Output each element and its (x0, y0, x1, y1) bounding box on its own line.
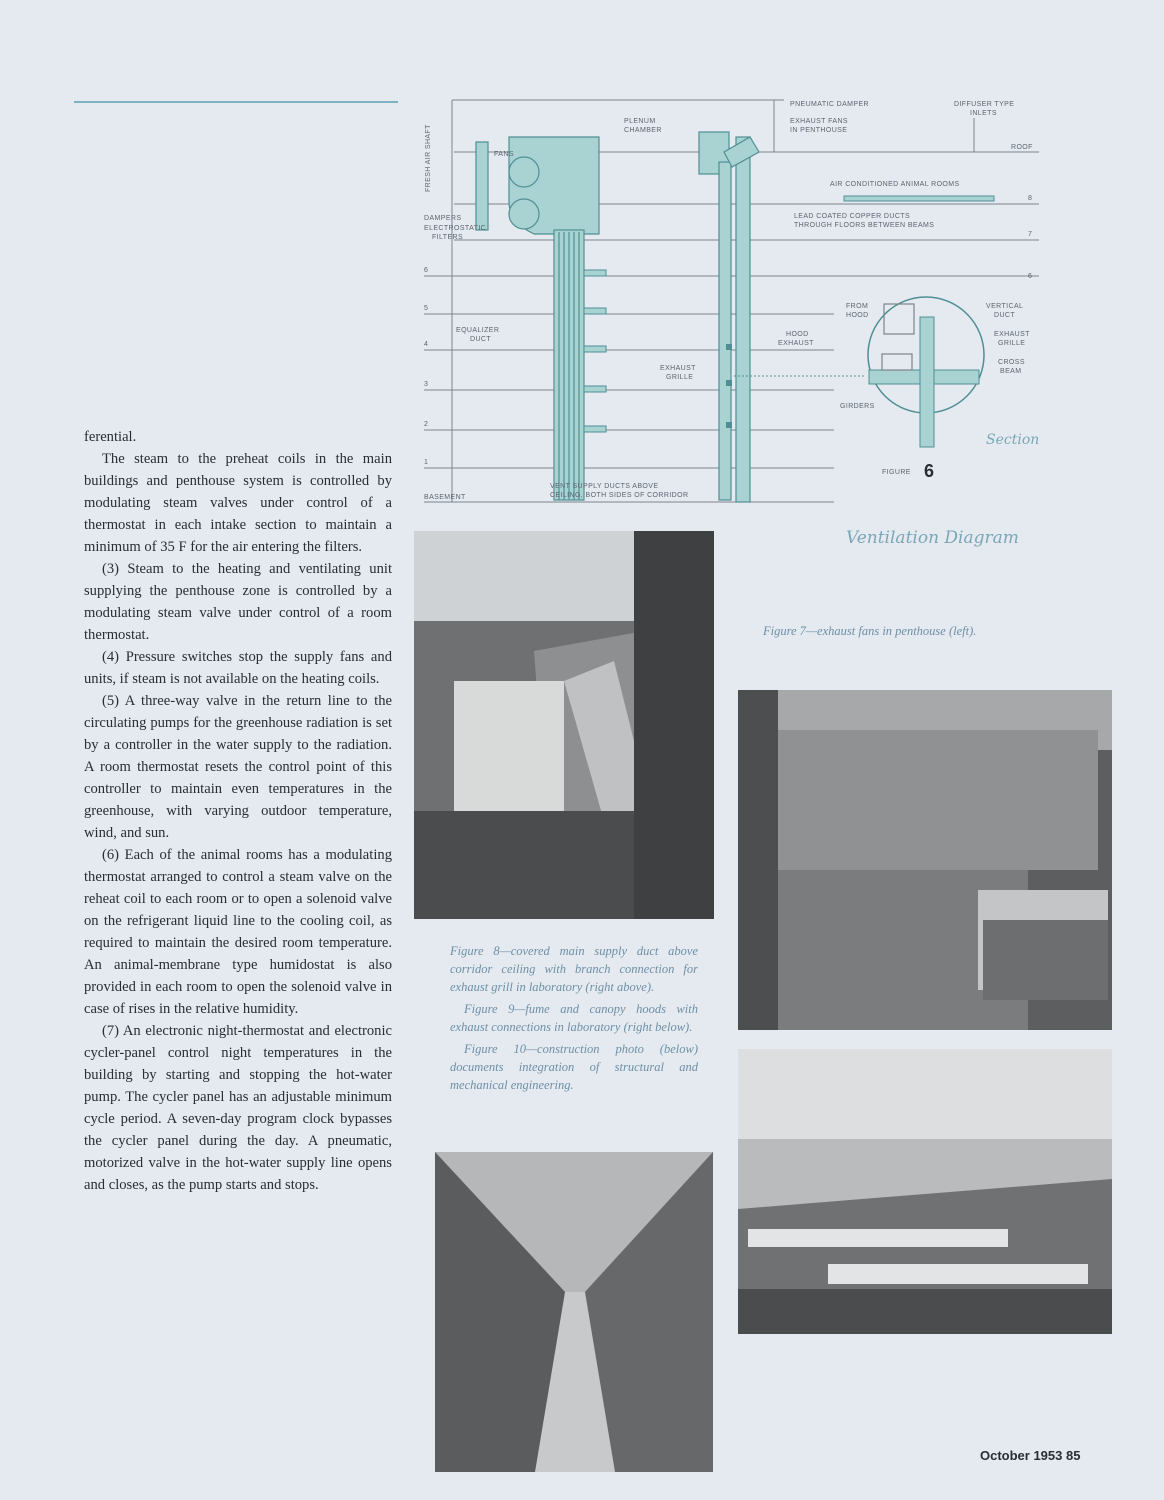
label-cross-beam-1: CROSS (998, 359, 1025, 366)
supply-fan-unit (476, 137, 599, 500)
floor-number: 6 (1028, 273, 1033, 280)
label-vertical-duct-1: VERTICAL (986, 303, 1024, 310)
label-chamber: CHAMBER (624, 127, 662, 134)
label-pneumatic-damper: PNEUMATIC DAMPER (790, 101, 869, 108)
exhaust-risers (699, 132, 759, 502)
diagram-title: Ventilation Diagram (846, 528, 1019, 548)
paragraph: (5) A three-way valve in the return line to the circulating pumps for the greenhouse radiation is set by a controller in the water supply to the radiation. A room thermostat resets the control point of this controller to maintain even temperatures in the greenhouse, with varying outdoor temperature, wind, and sun. (84, 693, 392, 841)
label-through-floors: THROUGH FLOORS BETWEEN BEAMS (794, 222, 935, 229)
label-exhaust-grille-1: EXHAUST (660, 365, 696, 372)
label-from-hood-2: HOOD (846, 312, 869, 319)
label-exhaust-grille-3: EXHAUST (994, 331, 1030, 338)
label-vent-supply-2: CEILING, BOTH SIDES OF CORRIDOR (550, 492, 689, 499)
floor-number: 7 (1028, 231, 1033, 238)
paragraph: (3) Steam to the heating and ventilating unit supplying the penthouse zone is controlled by a modulating steam valve under control of a room thermostat. (84, 561, 392, 643)
label-equalizer: EQUALIZER (456, 327, 500, 334)
floor-number: 6 (424, 267, 429, 274)
photo-laboratory (738, 1049, 1112, 1334)
label-vertical-duct-2: DUCT (994, 312, 1016, 319)
floor-number: 8 (1028, 195, 1033, 202)
photo-construction (435, 1152, 713, 1472)
label-air-conditioned: AIR CONDITIONED ANIMAL ROOMS (830, 181, 960, 188)
top-rule (74, 101, 398, 103)
label-plenum: PLENUM (624, 118, 656, 125)
floor-number: 2 (424, 421, 429, 428)
label-exhaust-fans: EXHAUST FANS (790, 118, 848, 125)
label-girders: GIRDERS (840, 403, 875, 410)
label-basement: BASEMENT (424, 494, 466, 501)
section-detail (734, 297, 984, 447)
paragraph: (6) Each of the animal rooms has a modulating thermostat arranged to control a steam valve on the reheat coil to each room or to open a solenoid valve on the refrigerant liquid line to the cooling coil, as required to maintain the desired room temperature. An animal-membrane type humidostat is also provided in each room to open the solenoid valve in case of rises in the relative humidity. (84, 847, 392, 1017)
floor-number: 5 (424, 305, 429, 312)
caption-figure-7: Figure 7—exhaust fans in penthouse (left). (763, 624, 977, 638)
label-fans: FANS (494, 151, 514, 158)
label-hood-exhaust: EXHAUST (778, 340, 814, 347)
label-cross-beam-2: BEAM (1000, 368, 1022, 375)
label-hood: HOOD (786, 331, 809, 338)
floor-number: 1 (424, 459, 429, 466)
paragraph: (7) An electronic night-thermostat and electronic cycler-panel control night temperatures in the building by starting and stopping the hot-water pump. The cycler panel has an adjustable minimum cycle period. A seven-day program clock bypasses the cycler panel during the day. A pneumatic, motorized valve in the hot-water supply line opens and closes, as the pump starts and stops. (84, 1023, 392, 1193)
label-from-hood-1: FROM (846, 303, 869, 310)
label-equalizer-duct: DUCT (470, 336, 492, 343)
ventilation-diagram (414, 92, 1048, 512)
figure-word: FIGURE (882, 469, 911, 476)
paragraph: ferential. (84, 429, 137, 445)
captions-figures-8-10 (450, 942, 698, 1098)
label-diffuser-type: DIFFUSER TYPE (954, 101, 1015, 108)
paragraph: The steam to the preheat coils in the main buildings and penthouse system is controlled by modulating steam valves under control of a thermostat in each intake section to maintain a minimum of 35 F for the air entering the filters. (84, 451, 392, 555)
label-exhaust-grille-4: GRILLE (998, 340, 1026, 347)
label-section: Section (986, 432, 1040, 448)
label-filters: FILTERS (432, 234, 464, 241)
caption-figure-9: Figure 9—fume and canopy hoods with exhaust connections in laboratory (right below). (450, 1002, 698, 1034)
paragraph: (4) Pressure switches stop the supply fans and units, if steam is not available on the heating coils. (84, 649, 392, 687)
article-body (84, 426, 392, 1196)
label-vent-supply-1: VENT SUPPLY DUCTS ABOVE (550, 483, 659, 490)
label-electrostatic: ELECTROSTATIC (424, 225, 487, 232)
figure-number: 6 (924, 461, 935, 481)
floor-number: 4 (424, 341, 429, 348)
label-roof: ROOF (1011, 144, 1033, 151)
branch-ducts (584, 270, 606, 432)
photo-exhaust-fans (414, 531, 714, 919)
label-inlets: INLETS (970, 110, 997, 117)
caption-figure-10: Figure 10—construction photo (below) documents integration of structural and mechanical engineering. (450, 1042, 698, 1092)
photo-corridor-duct (738, 690, 1112, 1030)
floor-number: 3 (424, 381, 429, 388)
label-fresh-air-shaft: FRESH AIR SHAFT (425, 124, 432, 192)
label-in-penthouse: IN PENTHOUSE (790, 127, 848, 134)
label-exhaust-grille-2: GRILLE (666, 374, 694, 381)
label-lead-coated: LEAD COATED COPPER DUCTS (794, 213, 911, 220)
page-footer: October 1953 85 (980, 1448, 1081, 1463)
label-dampers: DAMPERS (424, 215, 462, 222)
animal-room-duct (844, 196, 994, 201)
caption-figure-8: Figure 8—covered main supply duct above corridor ceiling with branch connection for exhaust grill in laboratory (right above). (450, 944, 698, 994)
